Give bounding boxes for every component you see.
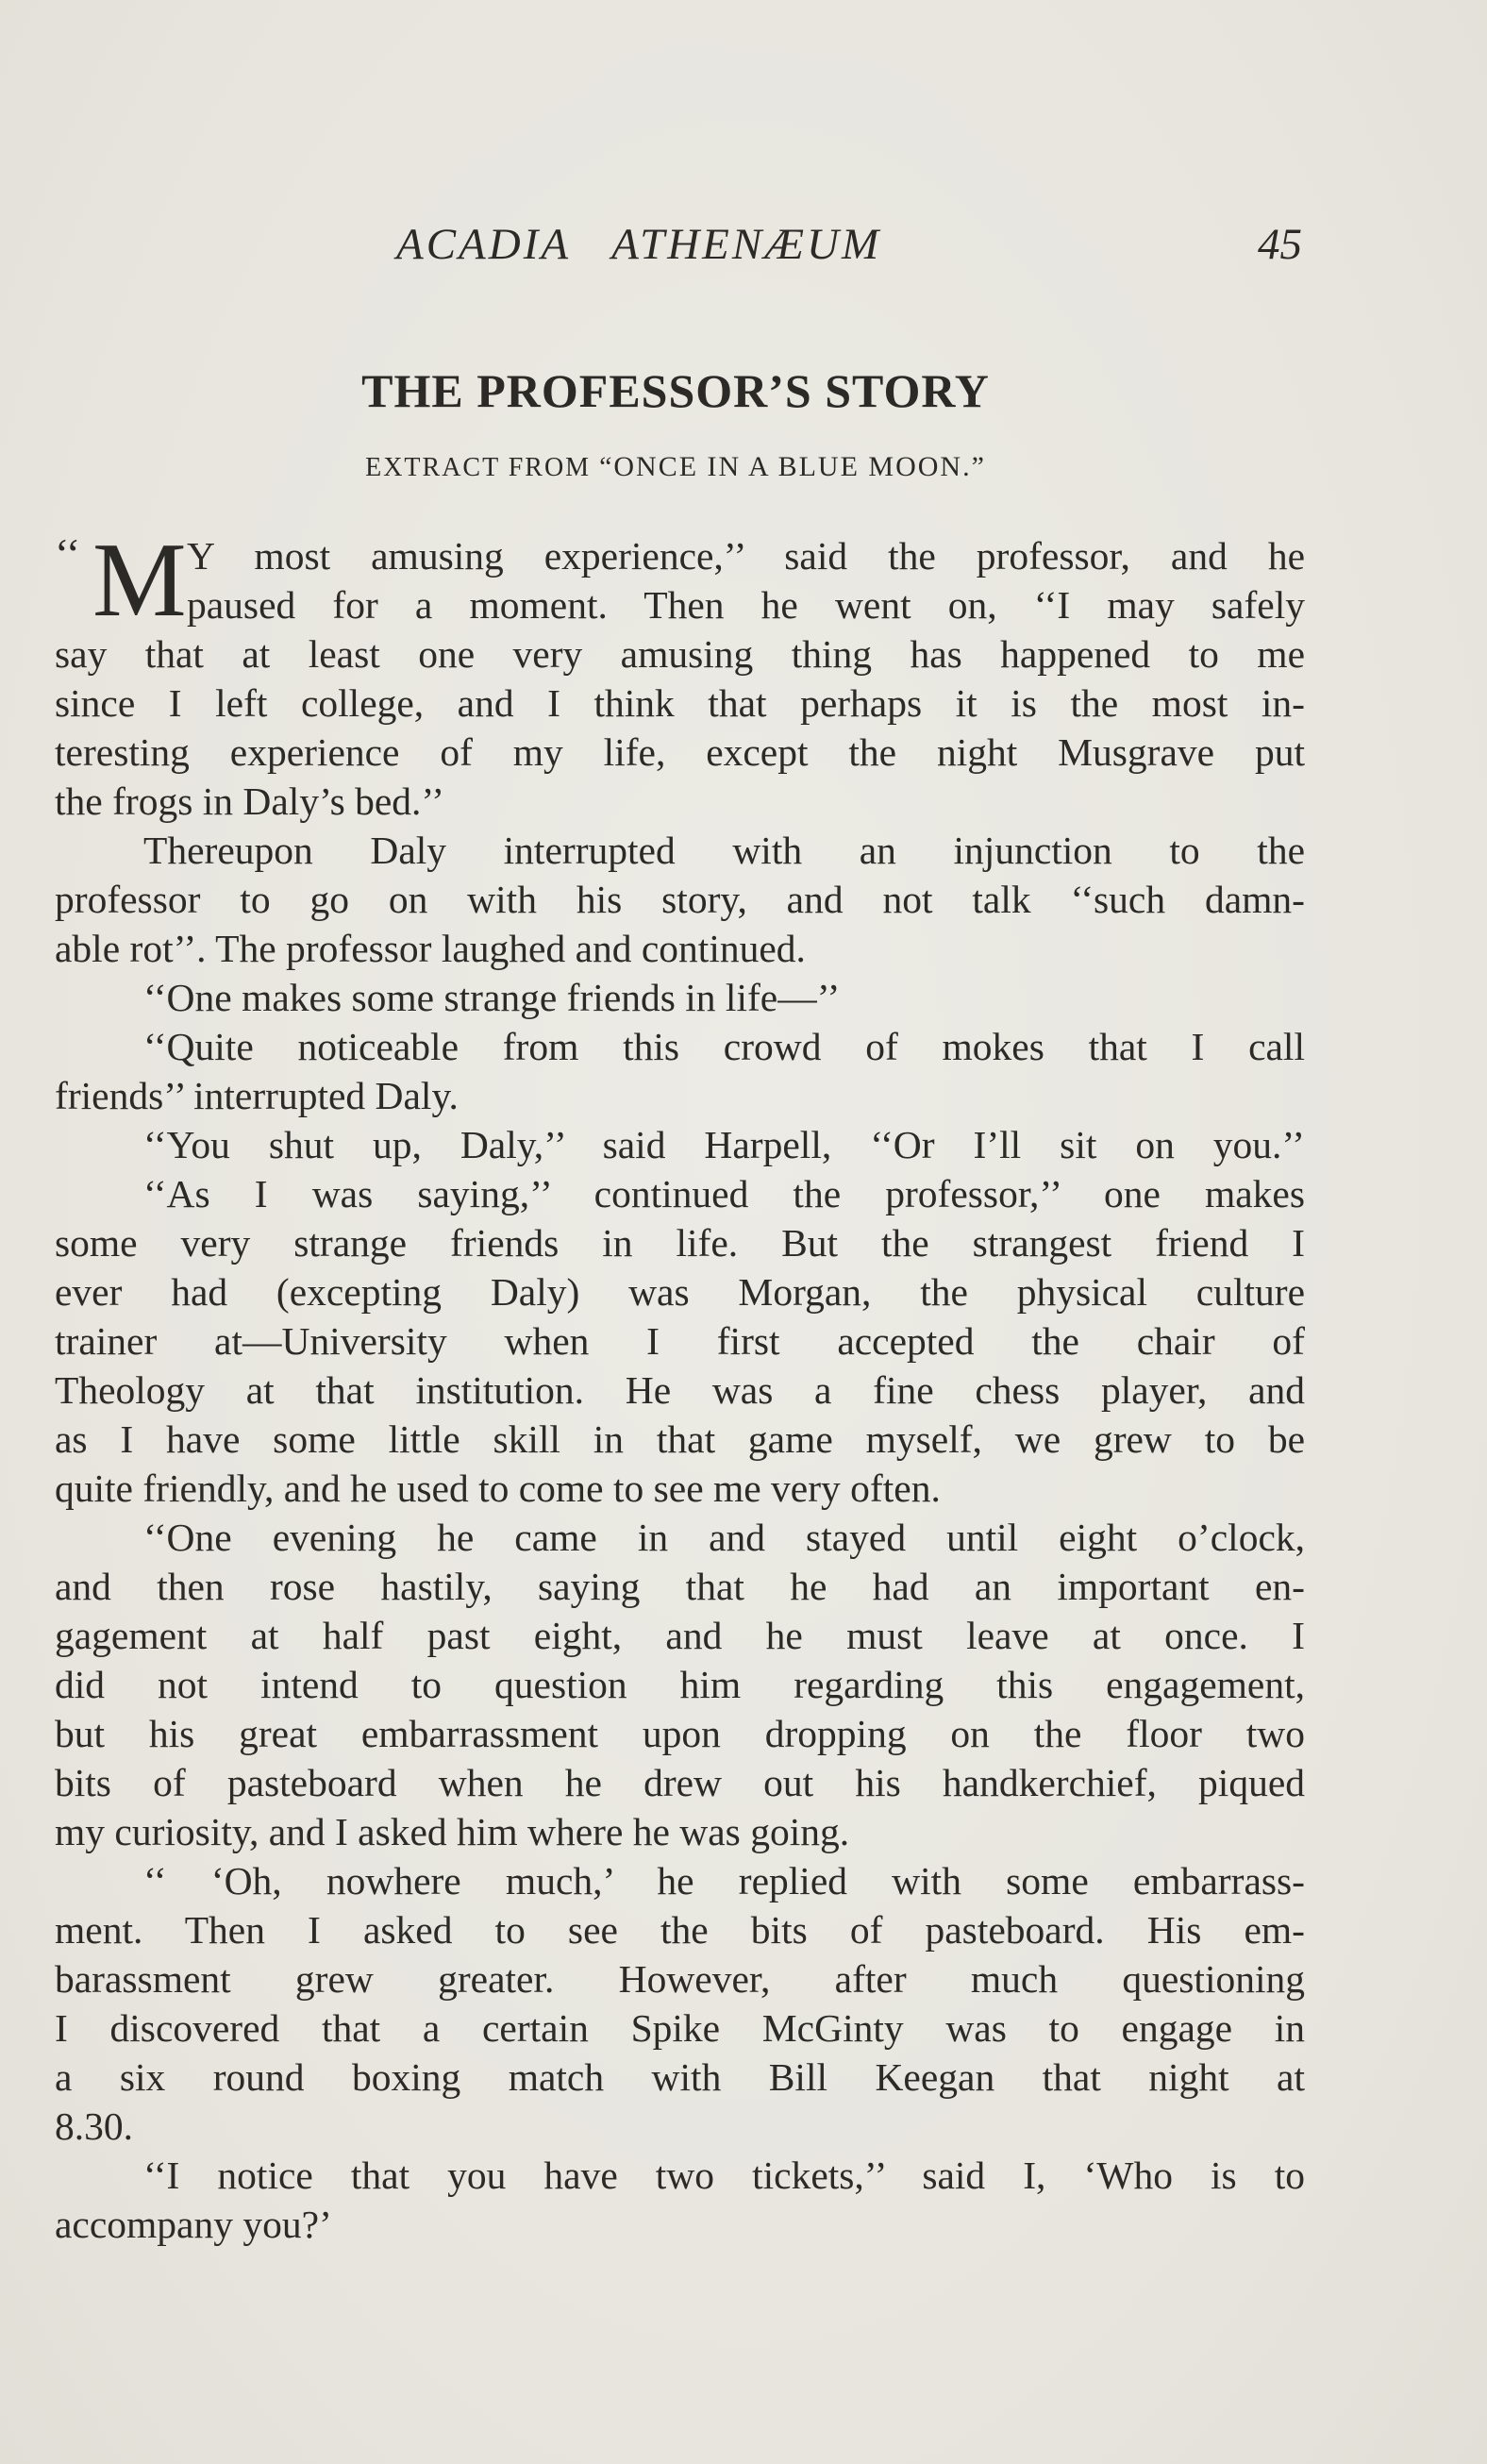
- dropcap-quote: ‘‘: [55, 529, 81, 578]
- paragraph: [55, 1120, 1305, 1169]
- dropcap-letter: M: [92, 522, 187, 639]
- paragraph: [55, 826, 1305, 973]
- text-line: Thereupon Daly interrupted with an injunction to the: [143, 829, 1305, 872]
- text-line: quite friendly, and he used to come to see me very often.: [55, 1467, 941, 1510]
- text-line: able rot’’. The professor laughed and continued.: [55, 927, 806, 970]
- text-line: trainer at—University when I first accepted the chair of: [55, 1319, 1305, 1363]
- paragraph: [55, 2151, 1305, 2249]
- paragraph: [55, 1513, 1305, 1856]
- text-line: and then rose hastily, saying that he had an important en-: [55, 1565, 1305, 1608]
- text-line: ‘‘As I was saying,’’ continued the professor,’’ one makes: [143, 1172, 1305, 1215]
- paragraph: [55, 973, 1305, 1022]
- text-line: accompany you?’: [55, 2203, 332, 2246]
- text-line: ‘‘One makes some strange friends in life—’’: [143, 976, 841, 1019]
- text-line: a six round boxing match with Bill Keegan that night at: [55, 2055, 1305, 2099]
- text-line: ‘‘You shut up, Daly,’’ said Harpell, ‘‘Or I’ll sit on you.’’: [143, 1123, 1305, 1166]
- text-line: since I left college, and I think that perhaps it is the most in-: [55, 681, 1305, 725]
- subtitle-prefix: EXTRACT FROM: [365, 453, 592, 482]
- text-line: I discovered that a certain Spike McGinty was to engage in: [55, 2006, 1305, 2050]
- text-line: as I have some little skill in that game myself, we grew to be: [55, 1417, 1305, 1461]
- article-title: THE PROFESSOR’S STORY: [361, 364, 990, 417]
- text-line: gagement at half past eight, and he must leave at once. I: [55, 1614, 1305, 1657]
- text-line: friends’’ interrupted Daly.: [55, 1074, 459, 1117]
- subtitle-source: “ONCE IN A BLUE MOON.”: [599, 451, 986, 482]
- text-line: paused for a moment. Then he went on, ‘‘I may safely: [187, 583, 1305, 627]
- paragraph: [55, 1022, 1305, 1120]
- running-title: ACADIA ATHENÆUM: [396, 220, 882, 269]
- text-line: the frogs in Daly’s bed.’’: [55, 779, 444, 823]
- paragraph: [55, 522, 1305, 826]
- text-line: ‘‘ ‘Oh, nowhere much,’ he replied with some embarrass-: [143, 1859, 1305, 1902]
- text-line: ‘‘I notice that you have two tickets,’’ said I, ‘Who is to: [143, 2154, 1305, 2197]
- text-line: but his great embarrassment upon dropping on the floor two: [55, 1712, 1305, 1755]
- text-line: ‘‘Quite noticeable from this crowd of mokes that I call: [143, 1025, 1305, 1068]
- text-line: say that at least one very amusing thing has happened to me: [55, 632, 1305, 676]
- text-line: teresting experience of my life, except the night Musgrave put: [55, 730, 1305, 774]
- text-line: ‘‘One evening he came in and stayed until eight o’clock,: [143, 1516, 1305, 1559]
- text-line: bits of pasteboard when he drew out his handkerchief, piqued: [55, 1761, 1305, 1804]
- article-subtitle: [0, 451, 1351, 483]
- text-line: professor to go on with his story, and not talk ‘‘such damn-: [55, 878, 1305, 921]
- text-line: barassment grew greater. However, after much questioning: [55, 1957, 1305, 2001]
- running-head: [396, 219, 1302, 285]
- text-line: did not intend to question him regarding this engagement,: [55, 1663, 1305, 1706]
- text-line: ment. Then I asked to see the bits of pasteboard. His em-: [55, 1908, 1305, 1952]
- article-body: [55, 522, 1305, 2249]
- text-line: ever had (excepting Daly) was Morgan, the physical culture: [55, 1270, 1305, 1314]
- text-line: my curiosity, and I asked him where he was going.: [55, 1810, 850, 1853]
- page-number: 45: [1258, 220, 1302, 269]
- text-line: some very strange friends in life. But the strangest friend I: [55, 1221, 1305, 1265]
- text-line: Y most amusing experience,’’ said the professor, and he: [187, 534, 1305, 578]
- paragraph: [55, 1856, 1305, 2151]
- text-line: Theology at that institution. He was a fine chess player, and: [55, 1368, 1305, 1412]
- text-line: 8.30.: [55, 2104, 133, 2148]
- paragraph: [55, 1169, 1305, 1513]
